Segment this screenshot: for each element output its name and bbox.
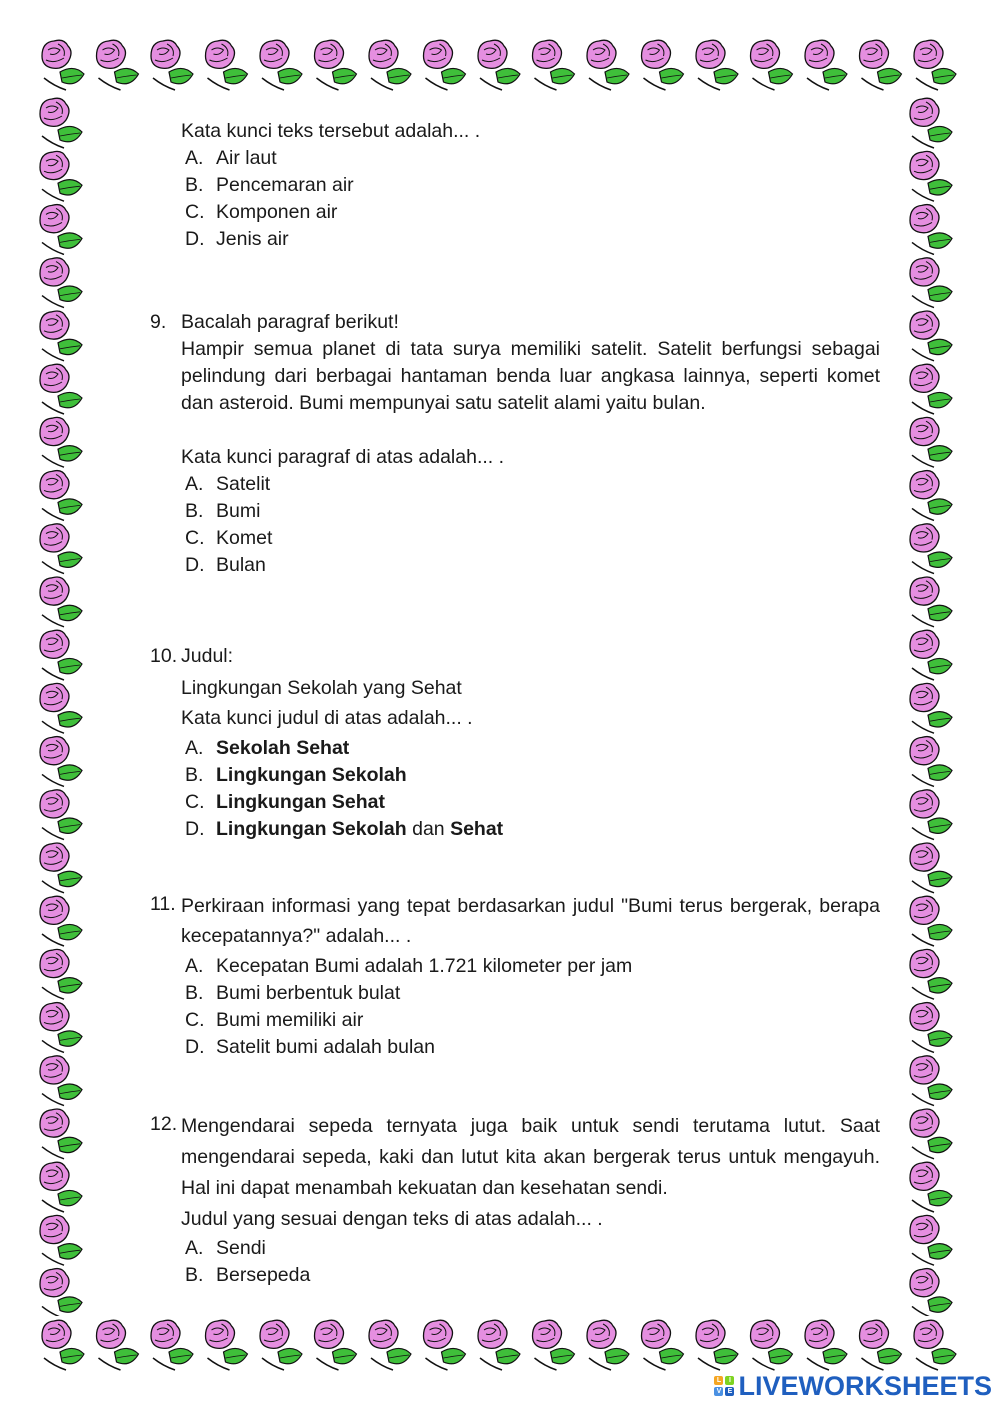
rose-icon	[40, 1269, 82, 1316]
rose-icon	[151, 40, 193, 90]
option-d[interactable]	[185, 816, 880, 843]
rose-icon	[42, 1320, 84, 1370]
rose-icon	[40, 577, 82, 627]
option-letter: A.	[185, 473, 204, 495]
rose-icon	[206, 1320, 248, 1370]
rose-icon	[805, 40, 847, 90]
logo-square: E	[725, 1387, 734, 1396]
rose-icon	[642, 40, 684, 90]
rose-icon	[910, 258, 952, 308]
rose-icon	[587, 1320, 629, 1370]
option-d[interactable]	[185, 552, 880, 579]
option-letter: A.	[185, 955, 204, 977]
rose-icon	[40, 1003, 82, 1053]
option-text: Bersepeda	[216, 1264, 311, 1286]
rose-icon	[910, 949, 952, 999]
rose-border-bottom	[38, 1316, 962, 1374]
rose-icon	[97, 40, 139, 90]
option-d[interactable]	[185, 1034, 880, 1061]
logo-square: L	[714, 1376, 723, 1385]
rose-icon	[315, 40, 357, 90]
option-letter: B.	[185, 982, 204, 1004]
rose-icon	[97, 1320, 139, 1370]
option-letter: D.	[185, 818, 205, 840]
rose-icon	[910, 683, 952, 733]
option-text: Lingkungan Sehat	[216, 791, 386, 813]
rose-icon	[910, 205, 952, 255]
rose-icon	[260, 40, 302, 90]
worksheet-content	[150, 118, 880, 1289]
option-b[interactable]	[185, 762, 880, 789]
rose-pattern	[36, 94, 92, 1316]
option-letter: A.	[185, 1237, 204, 1259]
rose-icon	[642, 1320, 684, 1370]
option-b[interactable]	[185, 1262, 880, 1289]
option-text: Bulan	[216, 554, 266, 576]
rose-icon	[910, 311, 952, 361]
option-letter: A.	[185, 737, 204, 759]
rose-icon	[40, 524, 82, 574]
option-c[interactable]	[185, 525, 880, 552]
rose-icon	[151, 1320, 193, 1370]
rose-icon	[40, 790, 82, 840]
option-letter: C.	[185, 1009, 205, 1031]
question-9	[150, 309, 880, 579]
rose-icon	[751, 40, 793, 90]
option-letter: D.	[185, 228, 205, 250]
option-text-joiner: dan	[412, 818, 445, 840]
question-stem: Kata kunci teks tersebut adalah... .	[181, 120, 481, 142]
option-a[interactable]	[185, 735, 880, 762]
rose-icon	[910, 1109, 952, 1159]
rose-icon	[910, 577, 952, 627]
question-paragraph: Hampir semua planet di tata surya memiliki satelit. Satelit berfungsi sebagai pelindung dari berbagai hantaman benda luar angkasa lainnya, seperti komet dan asteroid. Bumi mempunyai satu satelit alami yaitu bulan.	[181, 338, 880, 414]
rose-icon	[910, 417, 952, 467]
rose-icon	[40, 311, 82, 361]
rose-icon	[40, 843, 82, 893]
option-text: Bumi memiliki air	[216, 1009, 364, 1031]
option-letter: A.	[185, 147, 204, 169]
rose-pattern	[38, 36, 962, 94]
question-label: Judul:	[181, 645, 234, 667]
option-text: Bumi berbentuk bulat	[216, 982, 401, 1004]
question-instruction: Bacalah paragraf berikut!	[181, 311, 399, 333]
option-text: Sendi	[216, 1237, 266, 1259]
rose-icon	[910, 151, 952, 201]
rose-icon	[910, 1003, 952, 1053]
rose-border-top	[38, 36, 962, 94]
rose-icon	[910, 471, 952, 521]
option-c[interactable]	[185, 199, 880, 226]
rose-icon	[42, 40, 84, 90]
rose-icon	[910, 1162, 952, 1212]
rose-icon	[369, 1320, 411, 1370]
rose-icon	[587, 40, 629, 90]
liveworksheets-logo-icon	[713, 1375, 735, 1397]
rose-icon	[910, 364, 952, 414]
rose-border-right	[906, 94, 962, 1316]
rose-icon	[478, 40, 520, 90]
question-8	[150, 118, 880, 253]
option-letter: C.	[185, 527, 205, 549]
option-letter: B.	[185, 174, 204, 196]
option-letter: B.	[185, 1264, 204, 1286]
rose-icon	[40, 896, 82, 946]
option-a[interactable]	[185, 953, 880, 980]
question-number: 11.	[150, 893, 176, 915]
rose-icon	[40, 98, 82, 148]
rose-icon	[478, 1320, 520, 1370]
question-12	[150, 1111, 880, 1289]
option-text: Komet	[216, 527, 273, 549]
rose-icon	[910, 896, 952, 946]
option-letter: C.	[185, 791, 205, 813]
option-text: Pencemaran air	[216, 174, 354, 196]
option-a[interactable]	[185, 471, 880, 498]
rose-icon	[910, 790, 952, 840]
option-text: Satelit	[216, 473, 271, 495]
rose-icon	[40, 364, 82, 414]
option-letter: D.	[185, 1036, 205, 1058]
rose-icon	[914, 40, 956, 90]
rose-icon	[40, 471, 82, 521]
option-c[interactable]	[185, 789, 880, 816]
rose-icon	[40, 683, 82, 733]
option-b[interactable]	[185, 980, 880, 1007]
rose-icon	[914, 1320, 956, 1370]
option-text: Jenis air	[216, 228, 289, 250]
brand-name: LIVEWORKSHEETS	[738, 1370, 992, 1401]
rose-pattern	[38, 1316, 962, 1374]
rose-icon	[424, 40, 466, 90]
rose-icon	[910, 1215, 952, 1265]
question-stem: Kata kunci paragraf di atas adalah... .	[181, 446, 505, 468]
question-title: Lingkungan Sekolah yang Sehat	[181, 677, 462, 699]
rose-icon	[40, 151, 82, 201]
rose-icon	[910, 1056, 952, 1106]
rose-icon	[533, 1320, 575, 1370]
option-b[interactable]	[185, 172, 880, 199]
option-text: Air laut	[216, 147, 277, 169]
question-11	[150, 891, 880, 1061]
rose-icon	[910, 630, 952, 680]
rose-icon	[696, 1320, 738, 1370]
rose-icon	[860, 1320, 902, 1370]
question-paragraph: Mengendarai sepeda ternyata juga baik untuk sendi terutama lutut. Saat mengendarai sepeda, kaki dan lutut kita akan bergerak terus untuk mengayuh. Hal ini dapat menambah kekuatan dan kesehatan sendi.	[181, 1115, 880, 1199]
rose-icon	[315, 1320, 357, 1370]
rose-icon	[40, 1162, 82, 1212]
rose-border-left	[36, 94, 92, 1316]
rose-icon	[260, 1320, 302, 1370]
option-text: Lingkungan Sekolah	[216, 764, 407, 786]
rose-icon	[206, 40, 248, 90]
question-stem: Kata kunci judul di atas adalah... .	[181, 707, 473, 729]
logo-square: I	[725, 1376, 734, 1385]
option-letter: C.	[185, 201, 205, 223]
option-letter: B.	[185, 764, 204, 786]
option-letter: D.	[185, 554, 205, 576]
rose-pattern	[906, 94, 962, 1316]
rose-icon	[40, 1215, 82, 1265]
rose-icon	[40, 258, 82, 308]
rose-icon	[40, 630, 82, 680]
rose-icon	[40, 1109, 82, 1159]
liveworksheets-brand[interactable]	[713, 1371, 992, 1401]
rose-icon	[40, 1056, 82, 1106]
question-number: 12.	[150, 1113, 178, 1135]
question-number: 10.	[150, 645, 178, 667]
rose-icon	[805, 1320, 847, 1370]
rose-icon	[860, 40, 902, 90]
option-a[interactable]	[185, 145, 880, 172]
rose-icon	[910, 843, 952, 893]
rose-icon	[910, 98, 952, 148]
logo-square: V	[714, 1387, 723, 1396]
rose-icon	[40, 417, 82, 467]
option-text: Sekolah Sehat	[216, 737, 350, 759]
rose-icon	[424, 1320, 466, 1370]
option-text: Satelit bumi adalah bulan	[216, 1036, 435, 1058]
rose-icon	[40, 205, 82, 255]
question-number: 9.	[150, 311, 167, 333]
option-b[interactable]	[185, 498, 880, 525]
question-stem: Judul yang sesuai dengan teks di atas adalah... .	[181, 1208, 603, 1230]
question-stem: Perkiraan informasi yang tepat berdasarkan judul "Bumi terus bergerak, berapa kecepatannya?" adalah... .	[181, 895, 880, 947]
rose-icon	[40, 737, 82, 787]
rose-icon	[910, 737, 952, 787]
option-letter: B.	[185, 500, 204, 522]
rose-icon	[369, 40, 411, 90]
option-c[interactable]	[185, 1007, 880, 1034]
option-text: Bumi	[216, 500, 261, 522]
option-d[interactable]	[185, 226, 880, 253]
rose-icon	[40, 949, 82, 999]
option-text: Komponen air	[216, 201, 338, 223]
option-text: Kecepatan Bumi adalah 1.721 kilometer per jam	[216, 955, 633, 977]
rose-icon	[533, 40, 575, 90]
rose-icon	[910, 524, 952, 574]
question-10	[150, 641, 880, 843]
option-text-part: Lingkungan Sekolah	[216, 818, 407, 840]
option-text-part: Sehat	[450, 818, 504, 840]
rose-icon	[696, 40, 738, 90]
rose-icon	[910, 1269, 952, 1316]
rose-icon	[751, 1320, 793, 1370]
option-a[interactable]	[185, 1235, 880, 1262]
